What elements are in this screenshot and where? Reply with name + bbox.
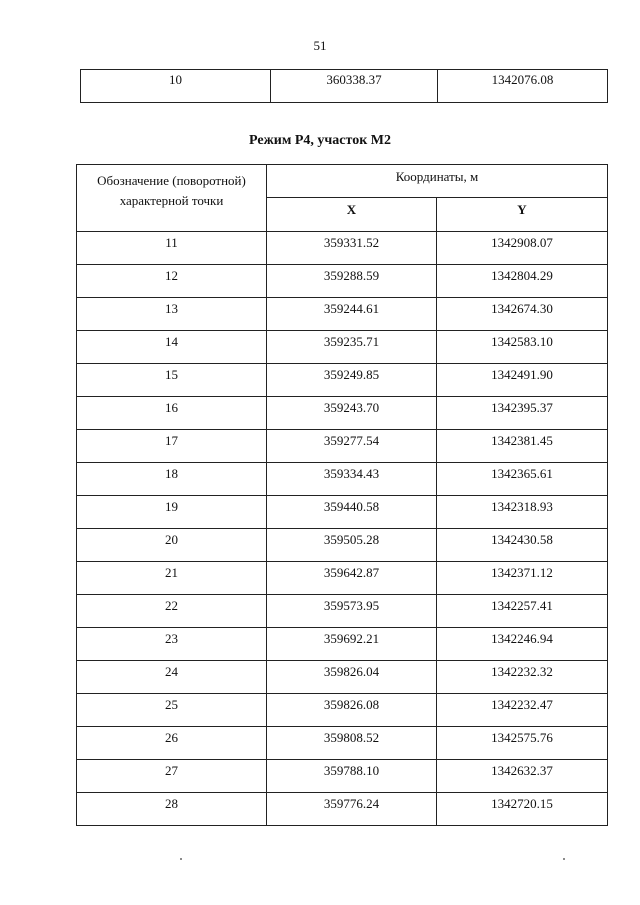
x-coordinate-cell: 359808.52 [267, 727, 437, 760]
y-coordinate-cell: 1342575.76 [437, 727, 608, 760]
header-row [77, 165, 608, 198]
x-coordinate-cell: 359826.04 [267, 661, 437, 694]
y-coordinate-cell: 1342232.47 [437, 694, 608, 727]
x-coordinate-cell: 359788.10 [267, 760, 437, 793]
y-coordinate-cell: 1342430.58 [437, 529, 608, 562]
y-coordinate-cell: 1342381.45 [437, 430, 608, 463]
continuation-table [80, 69, 608, 103]
table-row [77, 265, 608, 298]
y-coordinate-cell: 1342908.07 [437, 232, 608, 265]
scan-speck [180, 858, 182, 860]
coordinates-header: Координаты, м [267, 165, 608, 198]
y-coordinate-cell: 1342232.32 [437, 661, 608, 694]
table-row [77, 496, 608, 529]
y-coordinate-cell: 1342491.90 [437, 364, 608, 397]
table-row [77, 595, 608, 628]
table-row [77, 529, 608, 562]
y-coordinate-cell: 1342583.10 [437, 331, 608, 364]
page-number: 51 [313, 38, 327, 53]
point-number-cell: 10 [81, 70, 271, 103]
table-row [77, 364, 608, 397]
x-coordinate-cell: 359331.52 [267, 232, 437, 265]
table-row [77, 232, 608, 265]
point-number-cell: 13 [77, 298, 267, 331]
point-number-cell: 24 [77, 661, 267, 694]
y-column-header: Y [437, 198, 608, 232]
table-row [77, 628, 608, 661]
section-title: Режим Р4, участок М2 [249, 133, 391, 148]
x-column-header: X [267, 198, 437, 232]
point-number-cell: 26 [77, 727, 267, 760]
point-number-cell: 25 [77, 694, 267, 727]
x-coordinate-cell: 359440.58 [267, 496, 437, 529]
y-coordinate-cell: 1342632.37 [437, 760, 608, 793]
x-coordinate-cell: 359776.24 [267, 793, 437, 826]
x-coordinate-cell: 359334.43 [267, 463, 437, 496]
x-coordinate-cell: 359244.61 [267, 298, 437, 331]
x-coordinate-cell: 359692.21 [267, 628, 437, 661]
point-number-cell: 27 [77, 760, 267, 793]
table-row [77, 793, 608, 826]
x-coordinate-cell: 359277.54 [267, 430, 437, 463]
point-number-cell: 16 [77, 397, 267, 430]
y-coordinate-cell: 1342371.12 [437, 562, 608, 595]
point-number-cell: 17 [77, 430, 267, 463]
table-row [77, 694, 608, 727]
table-row [77, 727, 608, 760]
x-coordinate-cell: 359505.28 [267, 529, 437, 562]
x-coordinate-cell: 359642.87 [267, 562, 437, 595]
x-coordinate-cell: 359243.70 [267, 397, 437, 430]
table-row [77, 298, 608, 331]
point-number-cell: 11 [77, 232, 267, 265]
x-coordinate-cell: 359573.95 [267, 595, 437, 628]
x-coordinate-cell: 359288.59 [267, 265, 437, 298]
table-row [77, 397, 608, 430]
y-coordinate-cell: 1342246.94 [437, 628, 608, 661]
x-coordinate-cell: 360338.37 [271, 70, 438, 103]
table-row [77, 463, 608, 496]
y-coordinate-cell: 1342395.37 [437, 397, 608, 430]
y-coordinate-cell: 1342674.30 [437, 298, 608, 331]
table-row [77, 760, 608, 793]
table-row [77, 661, 608, 694]
y-coordinate-cell: 1342365.61 [437, 463, 608, 496]
y-coordinate-cell: 1342076.08 [438, 70, 608, 103]
x-coordinate-cell: 359249.85 [267, 364, 437, 397]
point-number-cell: 15 [77, 364, 267, 397]
point-number-cell: 20 [77, 529, 267, 562]
y-coordinate-cell: 1342720.15 [437, 793, 608, 826]
point-number-cell: 19 [77, 496, 267, 529]
point-number-cell: 12 [77, 265, 267, 298]
point-number-cell: 21 [77, 562, 267, 595]
y-coordinate-cell: 1342804.29 [437, 265, 608, 298]
table-row [81, 70, 608, 103]
y-coordinate-cell: 1342257.41 [437, 595, 608, 628]
point-number-cell: 28 [77, 793, 267, 826]
table-row [77, 331, 608, 364]
coordinates-table [76, 164, 608, 826]
point-label-header: Обозначение (поворотной) характерной точки [77, 165, 267, 232]
table-row [77, 562, 608, 595]
point-number-cell: 14 [77, 331, 267, 364]
point-number-cell: 18 [77, 463, 267, 496]
table-row [77, 430, 608, 463]
point-number-cell: 23 [77, 628, 267, 661]
coordinates-table-body [77, 232, 608, 826]
x-coordinate-cell: 359826.08 [267, 694, 437, 727]
point-number-cell: 22 [77, 595, 267, 628]
scan-speck [563, 858, 565, 860]
x-coordinate-cell: 359235.71 [267, 331, 437, 364]
y-coordinate-cell: 1342318.93 [437, 496, 608, 529]
